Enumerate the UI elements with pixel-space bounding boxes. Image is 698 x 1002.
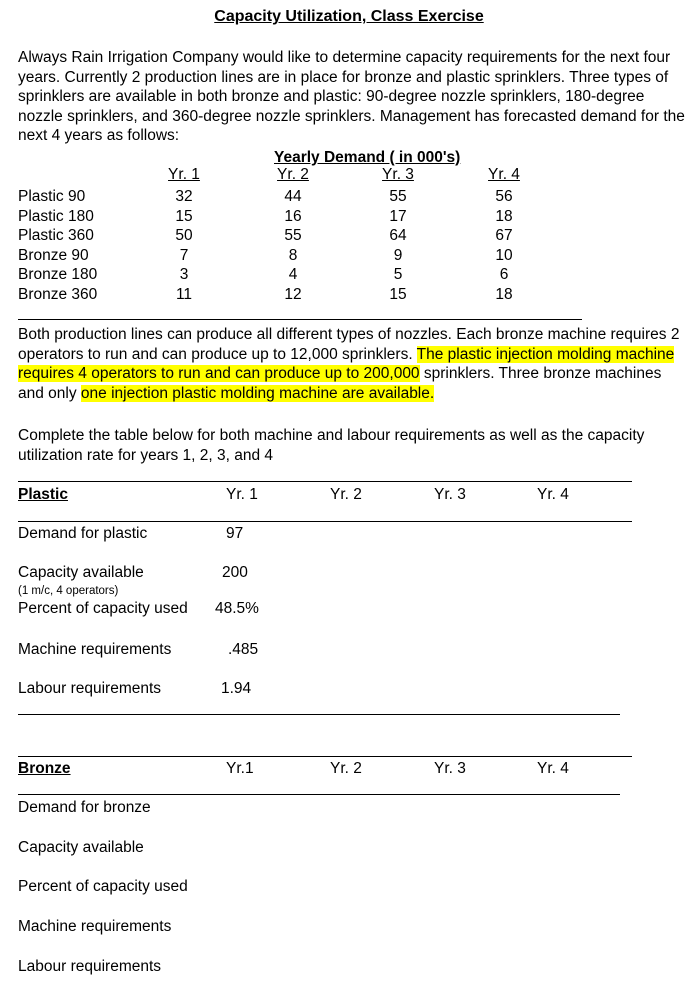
demand-cell: 32 bbox=[175, 188, 193, 205]
demand-cell: 12 bbox=[284, 286, 302, 303]
demand-cell: 18 bbox=[495, 207, 513, 225]
plastic-machine-label: Machine requirements bbox=[18, 641, 172, 658]
demand-row-label: Plastic 90 bbox=[18, 188, 86, 205]
demand-cell: 17 bbox=[389, 207, 407, 225]
demand-row-label: Plastic 180 bbox=[18, 207, 94, 225]
para-text-a: Both production lines can produce all different types of nozzles. Each bronze machine requires 2 operators to run and can produce up to 12,000 sprinklers. bbox=[18, 326, 680, 363]
demand-cell: 67 bbox=[495, 227, 513, 245]
divider bbox=[18, 756, 632, 757]
demand-cell: 15 bbox=[175, 207, 193, 225]
demand-row-label: Bronze 360 bbox=[18, 286, 98, 303]
demand-cell: 11 bbox=[175, 286, 193, 303]
demand-cell: 50 bbox=[175, 227, 193, 245]
demand-row-label: Bronze 90 bbox=[18, 246, 89, 264]
plastic-col-yr4: Yr. 4 bbox=[537, 486, 569, 503]
divider bbox=[18, 794, 620, 795]
para-text-b: sprinklers. Three bronze machines and only bbox=[18, 365, 662, 402]
plastic-demand-y1: 97 bbox=[226, 525, 244, 542]
bronze-col-yr2: Yr. 2 bbox=[330, 760, 362, 777]
demand-row-label: Plastic 360 bbox=[18, 227, 94, 245]
intro-paragraph: Always Rain Irrigation Company would like to determine capacity requirements for the next four years. Currently 2 production lines are in place for bronze and plastic sprinklers. Three types of sprinklers are available in both bronze and plastic: 90-degree nozzle sprinklers, 180-degree nozzle sprinklers, and 360-degree nozzle sprinklers. Management has forecasted demand for the next 4 years as follows: bbox=[18, 49, 685, 144]
plastic-heading: Plastic bbox=[18, 486, 68, 503]
capacity-paragraph bbox=[18, 325, 686, 403]
demand-col-yr4: Yr. 4 bbox=[488, 166, 520, 183]
demand-col-yr3: Yr. 3 bbox=[382, 166, 414, 183]
bronze-labour-label: Labour requirements bbox=[18, 958, 162, 975]
plastic-capacity-note: (1 m/c, 4 operators) bbox=[18, 585, 119, 597]
document-title: Capacity Utilization, Class Exercise bbox=[214, 8, 484, 25]
demand-cell: 10 bbox=[495, 246, 513, 264]
demand-cell: 15 bbox=[389, 286, 407, 303]
demand-cell: 56 bbox=[495, 188, 513, 205]
plastic-percent-label: Percent of capacity used bbox=[18, 600, 188, 617]
divider bbox=[18, 714, 620, 715]
bronze-col-yr4: Yr. 4 bbox=[537, 760, 569, 777]
demand-cell: 64 bbox=[389, 227, 407, 245]
demand-cell: 3 bbox=[179, 266, 189, 284]
divider bbox=[18, 481, 632, 482]
plastic-col-yr2: Yr. 2 bbox=[330, 486, 362, 503]
instruction-paragraph: Complete the table below for both machine and labour requirements as well as the capacity utilization rate for years 1, 2, 3, and 4 bbox=[18, 427, 645, 464]
bronze-col-yr3: Yr. 3 bbox=[434, 760, 466, 777]
demand-cell: 16 bbox=[284, 207, 302, 225]
demand-cell: 4 bbox=[288, 266, 298, 284]
plastic-col-yr3: Yr. 3 bbox=[434, 486, 466, 503]
demand-cell: 5 bbox=[393, 266, 403, 284]
bronze-machine-label: Machine requirements bbox=[18, 918, 172, 935]
demand-row-label: Bronze 180 bbox=[18, 266, 98, 284]
divider bbox=[18, 319, 582, 320]
bronze-demand-label: Demand for bronze bbox=[18, 799, 151, 816]
bronze-percent-label: Percent of capacity used bbox=[18, 878, 188, 895]
plastic-capacity-label: Capacity available bbox=[18, 564, 144, 581]
bronze-heading: Bronze bbox=[18, 760, 71, 777]
plastic-demand-label: Demand for plastic bbox=[18, 525, 148, 542]
plastic-capacity-y1: 200 bbox=[222, 564, 248, 581]
demand-cell: 55 bbox=[284, 227, 302, 245]
plastic-col-yr1: Yr. 1 bbox=[226, 486, 258, 503]
demand-cell: 55 bbox=[389, 188, 407, 205]
bronze-col-yr1: Yr.1 bbox=[226, 760, 254, 777]
plastic-machine-y1: .485 bbox=[228, 641, 259, 658]
demand-cell: 6 bbox=[499, 266, 509, 284]
plastic-labour-label: Labour requirements bbox=[18, 680, 162, 697]
demand-col-yr1: Yr. 1 bbox=[168, 166, 200, 183]
plastic-percent-y1: 48.5% bbox=[215, 600, 259, 617]
demand-cell: 9 bbox=[393, 246, 403, 264]
demand-table-title: Yearly Demand ( in 000's) bbox=[274, 149, 461, 166]
bronze-capacity-label: Capacity available bbox=[18, 839, 144, 856]
demand-cell: 18 bbox=[495, 286, 513, 303]
divider bbox=[18, 521, 632, 522]
demand-cell: 7 bbox=[179, 246, 189, 264]
highlight-plastic-machine: The plastic injection molding machine requires 4 operators to run and can produce up to 200,000 bbox=[18, 345, 675, 382]
demand-cell: 44 bbox=[284, 188, 302, 205]
highlight-one-machine: one injection plastic molding machine are available. bbox=[80, 384, 435, 402]
demand-col-yr2: Yr. 2 bbox=[277, 166, 309, 183]
demand-cell: 8 bbox=[288, 246, 298, 264]
plastic-labour-y1: 1.94 bbox=[221, 680, 252, 697]
